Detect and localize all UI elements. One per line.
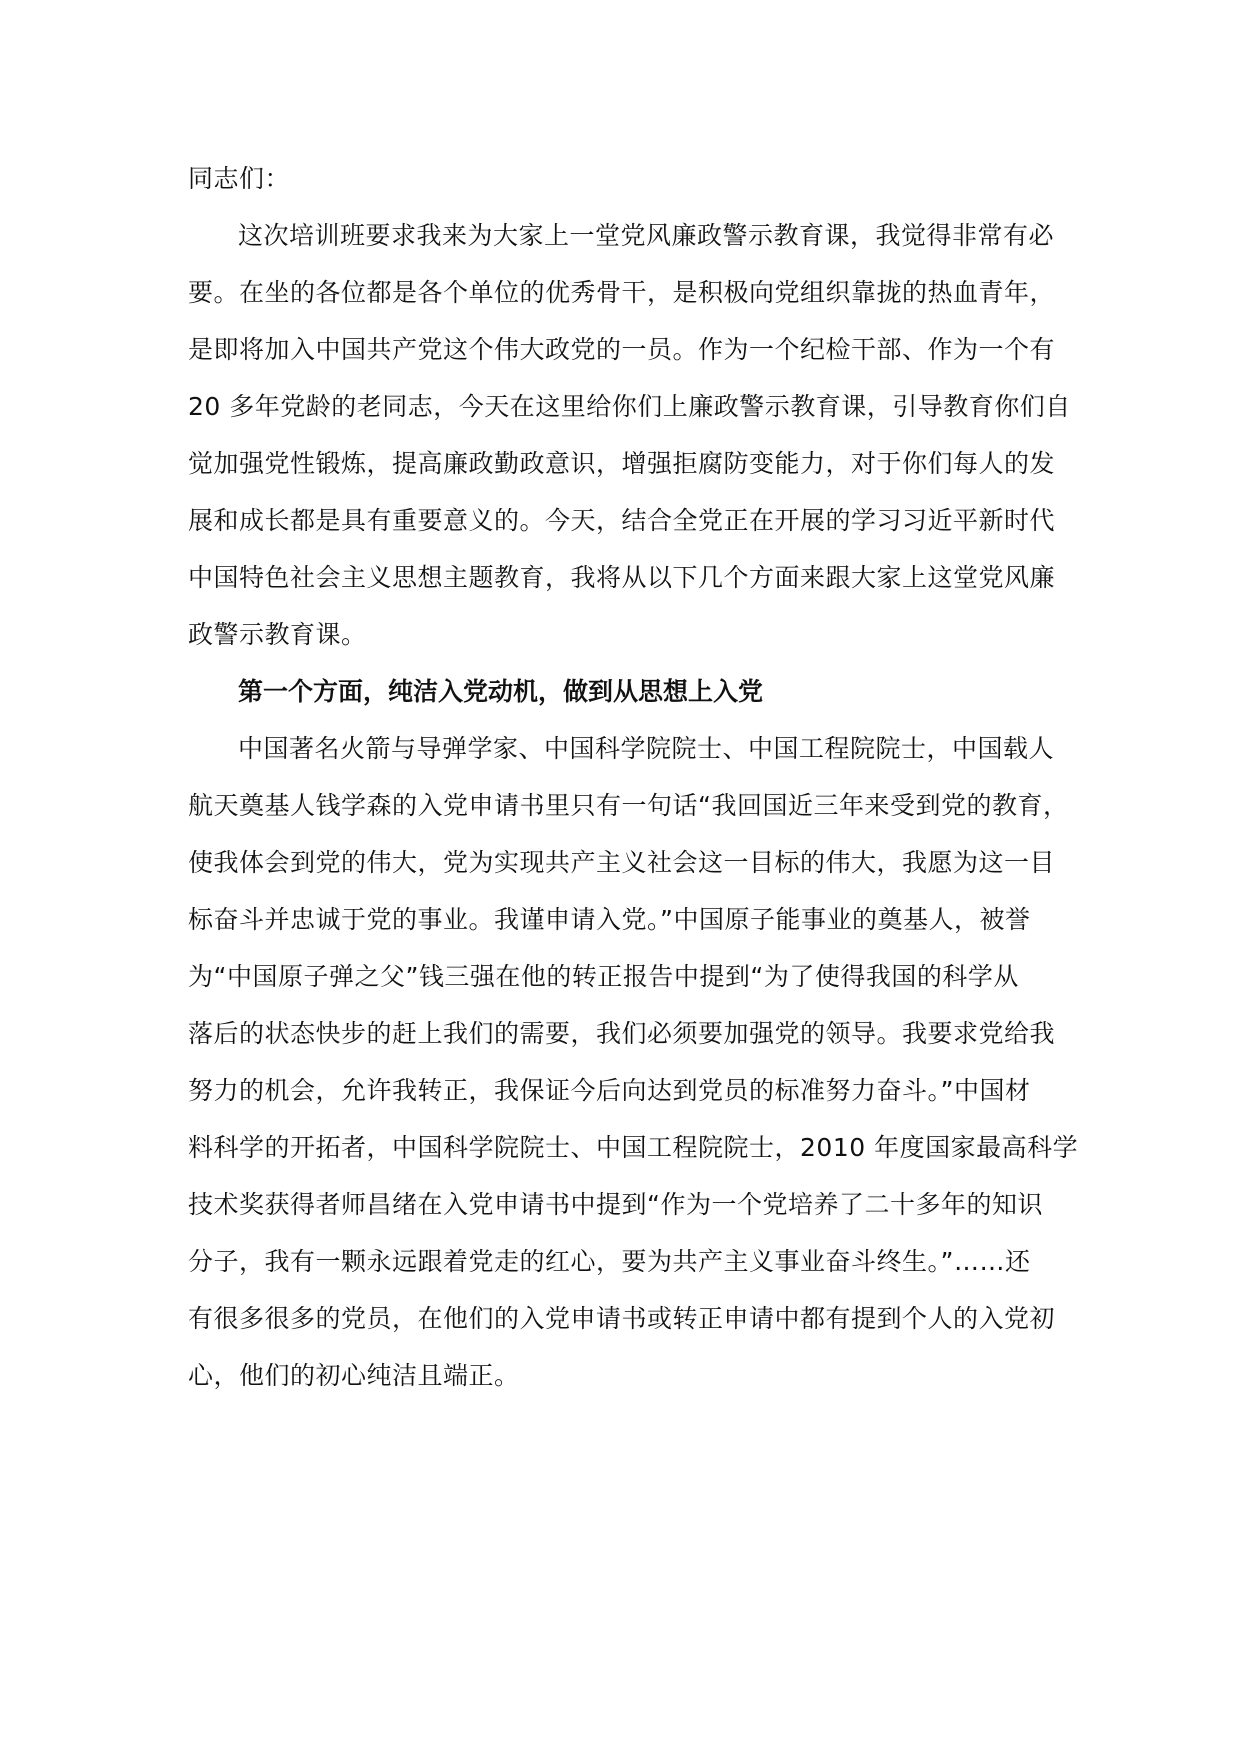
body-line: 技术奖获得者师昌绪在入党申请书中提到“作为一个党培养了二十多年的知识 xyxy=(188,1190,1043,1219)
intro-line: 这次培训班要求我来为大家上一堂党风廉政警示教育课，我觉得非常有必 xyxy=(238,221,1055,250)
intro-line: 是即将加入中国共产党这个伟大政党的一员。作为一个纪检干部、作为一个有 xyxy=(188,335,1056,364)
body-line: 努力的机会，允许我转正，我保证今后向达到党员的标准努力奋斗。”中国材 xyxy=(188,1076,1031,1105)
salutation: 同志们： xyxy=(188,164,291,193)
body-line: 落后的状态快步的赶上我们的需要，我们必须要加强党的领导。我要求党给我 xyxy=(188,1019,1056,1048)
section-heading: 第一个方面，纯洁入党动机，做到从思想上入党 xyxy=(238,677,764,706)
body-line: 使我体会到党的伟大，党为实现共产主义社会这一目标的伟大，我愿为这一目 xyxy=(188,848,1056,877)
intro-line: 要。在坐的各位都是各个单位的优秀骨干，是积极向党组织靠拢的热血青年， xyxy=(188,278,1056,307)
body-line: 分子，我有一颗永远跟着党走的红心，要为共产主义事业奋斗终生。”……还 xyxy=(188,1247,1031,1276)
body-line: 中国著名火箭与导弹学家、中国科学院院士、中国工程院院士，中国载人 xyxy=(238,734,1055,763)
body-line: 心，他们的初心纯洁且端正。 xyxy=(188,1361,520,1390)
body-line: 航天奠基人钱学森的入党申请书里只有一句话“我回国近三年来受到党的教育， xyxy=(188,791,1069,820)
intro-line: 中国特色社会主义思想主题教育，我将从以下几个方面来跟大家上这堂党风廉 xyxy=(188,563,1056,592)
intro-line: 政警示教育课。 xyxy=(188,620,367,649)
intro-line: 展和成长都是具有重要意义的。今天，结合全党正在开展的学习习近平新时代 xyxy=(188,506,1056,535)
body-line: 料科学的开拓者，中国科学院院士、中国工程院院士，2010 年度国家最高科学 xyxy=(188,1133,1079,1162)
body-line: 有很多很多的党员，在他们的入党申请书或转正申请中都有提到个人的入党初 xyxy=(188,1304,1056,1333)
intro-line: 觉加强党性锻炼，提高廉政勤政意识，增强拒腐防变能力，对于你们每人的发 xyxy=(188,449,1056,478)
body-line: 标奋斗并忠诚于党的事业。我谨申请入党。”中国原子能事业的奠基人，被誉 xyxy=(188,905,1031,934)
body-line: 为“中国原子弹之父”钱三强在他的转正报告中提到“为了使得我国的科学从 xyxy=(188,962,1019,991)
intro-line: 20 多年党龄的老同志，今天在这里给你们上廉政警示教育课，引导教育你们自 xyxy=(188,392,1071,421)
